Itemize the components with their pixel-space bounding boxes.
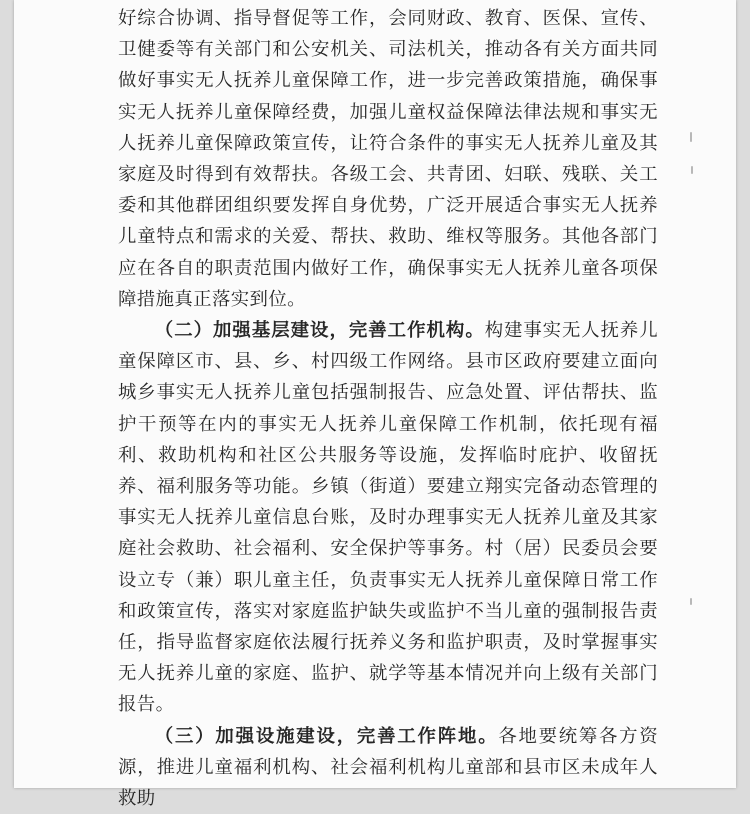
scan-mark — [690, 132, 692, 142]
document-page — [14, 0, 736, 810]
section-3-heading: （三）加强设施建设，完善工作阵地。 — [154, 725, 499, 747]
paragraph-responsibilities: 好综合协调、指导督促等工作，会同财政、教育、医保、宣传、卫健委等有关部门和公安机关、司法机关，推动各有关方面共同做好事实无人抚养儿童保障工作，进一步完善政策措施，确保事实无人抚养儿童保障经费，加强儿童权益保障法律法规和事实无人抚养儿童保障政策宣传，让符合条件的事实无人抚养儿童及其家庭及时得到有效帮扶。各级工会、共青团、妇联、残联、关工委和其他群团组织要发挥自身优势，广泛开展适合事实无人抚养儿童特点和需求的关爱、帮扶、救助、维权等服务。其他各部门应在各自的职责范围内做好工作，确保事实无人抚养儿童各项保障措施真正落实到位。 — [118, 8, 658, 310]
document-body — [118, 3, 658, 814]
scan-mark — [691, 166, 693, 174]
section-2-heading: （二）加强基层建设，完善工作机构。 — [154, 320, 485, 342]
paragraph-section-2 — [118, 315, 658, 721]
section-3-body: 各地要统筹各方资源，推进儿童福利机构、社会福利机构儿童部和县市区未成年人救助 — [118, 725, 658, 810]
scan-mark — [690, 598, 692, 605]
paragraph-section-3 — [118, 721, 658, 814]
section-2-body: 构建事实无人抚养儿童保障区市、县、乡、村四级工作网络。县市区政府要建立面向城乡事实无人抚养儿童包括强制报告、应急处置、评估帮扶、监护干预等在内的事实无人抚养儿童保障工作机制，依托现有福利、救助机构和社区公共服务等设施，发挥临时庇护、收留抚养、福利服务等功能。乡镇（街道）要建立翔实完备动态管理的事实无人抚养儿童信息台账，及时办理事实无人抚养儿童及其家庭社会救助、社会福利、安全保护等事务。村（居）民委员会要设立专（兼）职儿童主任，负责事实无人抚养儿童保障日常工作和政策宣传，落实对家庭监护缺失或监护不当儿童的强制报告责任，指导监督家庭依法履行抚养义务和监护职责，及时掌握事实无人抚养儿童的家庭、监护、就学等基本情况并向上级有关部门报告。 — [118, 320, 658, 716]
